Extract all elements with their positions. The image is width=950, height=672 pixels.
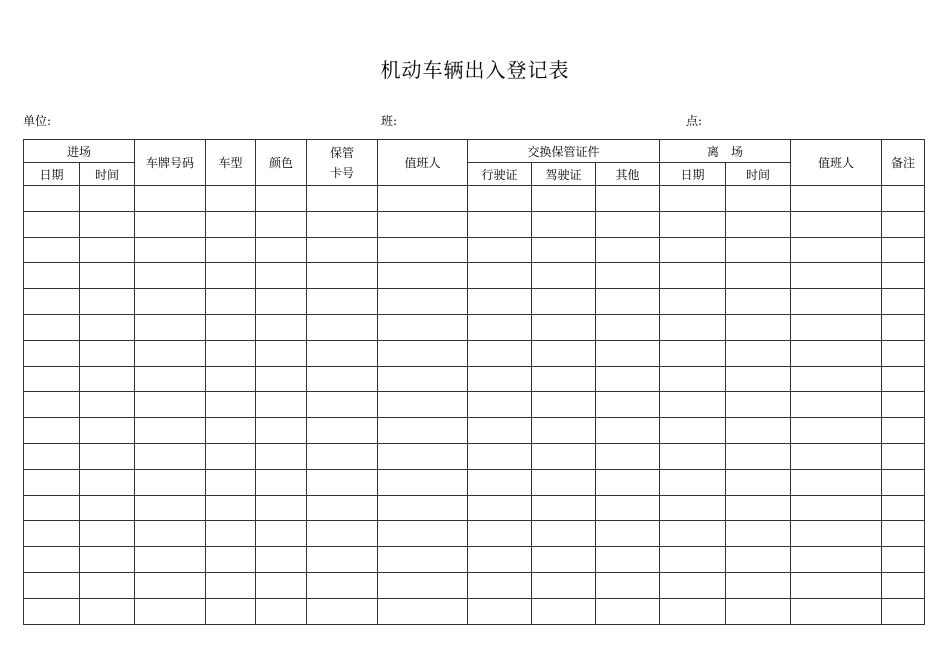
table-cell[interactable] [468,340,532,366]
table-cell[interactable] [791,366,882,392]
table-cell[interactable] [256,521,307,547]
table-cell[interactable] [532,572,596,598]
header-doc-other: 其他 [596,163,660,186]
table-cell[interactable] [882,366,925,392]
table-cell[interactable] [206,521,256,547]
table-cell[interactable] [378,418,468,444]
table-cell[interactable] [24,186,80,212]
table-cell[interactable] [24,547,80,573]
table-cell[interactable] [532,392,596,418]
table-cell[interactable] [532,211,596,237]
table-cell[interactable] [532,366,596,392]
table-cell[interactable] [307,263,378,289]
table-cell[interactable] [532,418,596,444]
table-cell[interactable] [468,314,532,340]
table-cell[interactable] [468,469,532,495]
header-entry: 进场 [24,140,135,163]
table-cell[interactable] [660,263,726,289]
table-cell[interactable] [726,418,791,444]
table-cell[interactable] [791,572,882,598]
table-cell[interactable] [791,418,882,444]
table-cell[interactable] [206,598,256,624]
table-cell[interactable] [135,495,206,521]
table-cell[interactable] [596,443,660,469]
table-cell[interactable] [80,443,135,469]
table-cell[interactable] [206,289,256,315]
table-cell[interactable] [307,521,378,547]
table-cell[interactable] [378,572,468,598]
header-color: 颜色 [256,140,307,186]
header-plate: 车牌号码 [135,140,206,186]
table-cell[interactable] [468,392,532,418]
table-cell[interactable] [135,314,206,340]
table-cell[interactable] [206,186,256,212]
table-cell[interactable] [791,289,882,315]
table-cell[interactable] [135,443,206,469]
header-entry-date: 日期 [24,163,80,186]
table-cell[interactable] [660,314,726,340]
table-cell[interactable] [80,263,135,289]
table-cell[interactable] [206,392,256,418]
table-cell[interactable] [307,211,378,237]
table-cell[interactable] [256,314,307,340]
table-cell[interactable] [882,392,925,418]
table-cell[interactable] [135,598,206,624]
table-cell[interactable] [135,547,206,573]
table-cell[interactable] [378,392,468,418]
table-cell[interactable] [135,211,206,237]
table-cell[interactable] [596,340,660,366]
table-cell[interactable] [726,211,791,237]
table-cell[interactable] [80,598,135,624]
table-cell[interactable] [726,521,791,547]
table-cell[interactable] [660,572,726,598]
table-cell[interactable] [80,547,135,573]
table-cell[interactable] [882,418,925,444]
table-cell[interactable] [307,469,378,495]
table-cell[interactable] [206,547,256,573]
table-cell[interactable] [307,314,378,340]
table-cell[interactable] [596,572,660,598]
table-cell[interactable] [80,186,135,212]
table-cell[interactable] [882,340,925,366]
table-cell[interactable] [660,237,726,263]
table-cell[interactable] [80,572,135,598]
table-row [24,366,925,392]
table-cell[interactable] [378,469,468,495]
table-cell[interactable] [532,289,596,315]
table-row [24,547,925,573]
table-cell[interactable] [80,289,135,315]
table-cell[interactable] [882,521,925,547]
table-cell[interactable] [256,289,307,315]
table-cell[interactable] [307,186,378,212]
table-cell[interactable] [660,211,726,237]
table-cell[interactable] [532,443,596,469]
table-cell[interactable] [80,366,135,392]
table-cell[interactable] [206,211,256,237]
table-cell[interactable] [378,263,468,289]
table-cell[interactable] [660,366,726,392]
table-cell[interactable] [378,547,468,573]
table-cell[interactable] [726,314,791,340]
table-cell[interactable] [882,237,925,263]
table-cell[interactable] [206,469,256,495]
table-cell[interactable] [791,263,882,289]
table-cell[interactable] [596,521,660,547]
table-cell[interactable] [307,572,378,598]
table-cell[interactable] [532,547,596,573]
table-cell[interactable] [791,443,882,469]
table-cell[interactable] [660,186,726,212]
table-cell[interactable] [660,418,726,444]
table-cell[interactable] [24,598,80,624]
table-cell[interactable] [532,598,596,624]
table-row [24,392,925,418]
table-cell[interactable] [532,340,596,366]
table-row [24,340,925,366]
header-exit-time: 时间 [726,163,791,186]
table-cell[interactable] [256,340,307,366]
table-cell[interactable] [596,263,660,289]
table-cell[interactable] [24,418,80,444]
table-cell[interactable] [24,211,80,237]
table-cell[interactable] [532,263,596,289]
table-cell[interactable] [882,186,925,212]
header-model: 车型 [206,140,256,186]
table-cell[interactable] [135,418,206,444]
table-cell[interactable] [24,443,80,469]
table-cell[interactable] [791,340,882,366]
header-doc-driver-license: 驾驶证 [532,163,596,186]
table-cell[interactable] [80,392,135,418]
table-cell[interactable] [532,186,596,212]
table-cell[interactable] [791,392,882,418]
table-cell[interactable] [468,443,532,469]
table-row [24,186,925,212]
table-cell[interactable] [882,469,925,495]
table-cell[interactable] [791,598,882,624]
table-cell[interactable] [726,263,791,289]
table-cell[interactable] [726,186,791,212]
table-cell[interactable] [468,572,532,598]
header-docs: 交换保管证件 [468,140,660,163]
table-cell[interactable] [378,443,468,469]
header-entry-time: 时间 [80,163,135,186]
table-cell[interactable] [791,469,882,495]
table-row [24,598,925,624]
table-cell[interactable] [206,572,256,598]
table-cell[interactable] [80,211,135,237]
table-cell[interactable] [596,469,660,495]
table-cell[interactable] [135,366,206,392]
table-cell[interactable] [791,314,882,340]
table-cell[interactable] [596,547,660,573]
table-cell[interactable] [206,366,256,392]
table-cell[interactable] [135,186,206,212]
table-cell[interactable] [80,469,135,495]
table-cell[interactable] [882,598,925,624]
table-cell[interactable] [378,289,468,315]
table-cell[interactable] [468,263,532,289]
table-cell[interactable] [307,340,378,366]
table-row [24,443,925,469]
table-cell[interactable] [726,469,791,495]
table-cell[interactable] [882,495,925,521]
table-cell[interactable] [135,521,206,547]
table-cell[interactable] [135,469,206,495]
table-cell[interactable] [596,186,660,212]
table-cell[interactable] [307,366,378,392]
table-cell[interactable] [660,521,726,547]
table-cell[interactable] [256,186,307,212]
table-cell[interactable] [206,237,256,263]
table-cell[interactable] [307,495,378,521]
log-body [24,186,925,625]
header-card-line1: 保管 [330,145,355,160]
table-row [24,469,925,495]
table-cell[interactable] [256,572,307,598]
table-cell[interactable] [24,289,80,315]
table-cell[interactable] [256,392,307,418]
table-row [24,572,925,598]
table-cell[interactable] [206,495,256,521]
table-cell[interactable] [882,289,925,315]
point-label: 点: [686,114,703,128]
table-row [24,418,925,444]
table-cell[interactable] [882,314,925,340]
table-cell[interactable] [468,289,532,315]
header-remarks: 备注 [882,140,925,186]
table-row [24,289,925,315]
table-cell[interactable] [135,340,206,366]
table-cell[interactable] [596,495,660,521]
table-cell[interactable] [307,289,378,315]
table-cell[interactable] [596,392,660,418]
table-cell[interactable] [468,495,532,521]
table-cell[interactable] [596,366,660,392]
table-cell[interactable] [80,340,135,366]
table-cell[interactable] [532,495,596,521]
shift-label: 班: [381,114,398,128]
table-cell[interactable] [726,547,791,573]
table-cell[interactable] [256,495,307,521]
table-cell[interactable] [596,289,660,315]
table-cell[interactable] [307,598,378,624]
table-cell[interactable] [596,211,660,237]
table-cell[interactable] [726,366,791,392]
table-cell[interactable] [135,572,206,598]
table-cell[interactable] [660,289,726,315]
table-cell[interactable] [791,521,882,547]
header-duty-out: 值班人 [791,140,882,186]
table-cell[interactable] [24,392,80,418]
table-cell[interactable] [206,314,256,340]
table-row [24,263,925,289]
table-cell[interactable] [256,211,307,237]
table-cell[interactable] [378,237,468,263]
table-cell[interactable] [206,263,256,289]
table-cell[interactable] [468,418,532,444]
table-cell[interactable] [596,237,660,263]
table-cell[interactable] [882,211,925,237]
table-cell[interactable] [596,598,660,624]
table-cell[interactable] [80,314,135,340]
table-cell[interactable] [256,237,307,263]
table-cell[interactable] [378,521,468,547]
table-cell[interactable] [660,495,726,521]
table-cell[interactable] [660,443,726,469]
table-cell[interactable] [660,547,726,573]
form-title: 机动车辆出入登记表 [380,58,570,82]
table-cell[interactable] [791,495,882,521]
table-cell[interactable] [24,572,80,598]
table-cell[interactable] [256,547,307,573]
table-cell[interactable] [307,547,378,573]
table-cell[interactable] [468,186,532,212]
table-cell[interactable] [726,289,791,315]
vehicle-log-table [23,139,925,625]
table-cell[interactable] [882,572,925,598]
table-cell[interactable] [726,340,791,366]
table-cell[interactable] [532,521,596,547]
table-cell[interactable] [882,263,925,289]
table-cell[interactable] [80,521,135,547]
table-cell[interactable] [660,392,726,418]
table-cell[interactable] [135,263,206,289]
table-cell[interactable] [660,469,726,495]
table-cell[interactable] [24,521,80,547]
table-cell[interactable] [378,211,468,237]
table-cell[interactable] [378,340,468,366]
table-cell[interactable] [726,443,791,469]
table-cell[interactable] [206,418,256,444]
table-cell[interactable] [206,443,256,469]
unit-label: 单位: [23,114,52,128]
table-row [24,314,925,340]
table-cell[interactable] [532,314,596,340]
table-cell[interactable] [791,186,882,212]
table-cell[interactable] [256,418,307,444]
header-duty-in: 值班人 [378,140,468,186]
table-cell[interactable] [307,418,378,444]
table-cell[interactable] [256,469,307,495]
table-cell[interactable] [468,211,532,237]
header-card-number [307,140,378,186]
table-cell[interactable] [256,443,307,469]
table-cell[interactable] [596,314,660,340]
table-cell[interactable] [468,598,532,624]
table-cell[interactable] [726,572,791,598]
table-cell[interactable] [24,366,80,392]
table-cell[interactable] [80,237,135,263]
header-doc-driving-license: 行驶证 [468,163,532,186]
table-cell[interactable] [596,418,660,444]
table-cell[interactable] [135,392,206,418]
table-cell[interactable] [256,263,307,289]
table-cell[interactable] [378,495,468,521]
table-cell[interactable] [135,237,206,263]
table-cell[interactable] [135,289,206,315]
table-row [24,211,925,237]
header-exit-date: 日期 [660,163,726,186]
table-cell[interactable] [80,418,135,444]
table-row [24,237,925,263]
table-cell[interactable] [24,314,80,340]
table-cell[interactable] [660,598,726,624]
table-cell[interactable] [307,237,378,263]
table-cell[interactable] [532,469,596,495]
table-cell[interactable] [24,340,80,366]
table-cell[interactable] [726,495,791,521]
table-cell[interactable] [24,263,80,289]
table-cell[interactable] [468,547,532,573]
table-cell[interactable] [206,340,256,366]
table-cell[interactable] [468,237,532,263]
table-cell[interactable] [307,392,378,418]
table-cell[interactable] [256,598,307,624]
table-cell[interactable] [726,598,791,624]
table-cell[interactable] [468,521,532,547]
table-cell[interactable] [378,598,468,624]
table-cell[interactable] [378,186,468,212]
table-cell[interactable] [791,237,882,263]
table-cell[interactable] [256,366,307,392]
table-cell[interactable] [378,314,468,340]
table-cell[interactable] [378,366,468,392]
header-exit: 离 场 [660,140,791,163]
table-row [24,521,925,547]
table-cell[interactable] [791,547,882,573]
table-cell[interactable] [24,469,80,495]
table-cell[interactable] [307,443,378,469]
table-cell[interactable] [791,211,882,237]
header-card-line2: 卡号 [330,165,355,180]
table-cell[interactable] [726,237,791,263]
table-cell[interactable] [882,547,925,573]
table-cell[interactable] [24,237,80,263]
table-cell[interactable] [882,443,925,469]
table-cell[interactable] [660,340,726,366]
table-cell[interactable] [24,495,80,521]
table-row [24,495,925,521]
table-cell[interactable] [726,392,791,418]
table-cell[interactable] [80,495,135,521]
table-cell[interactable] [468,366,532,392]
table-cell[interactable] [532,237,596,263]
